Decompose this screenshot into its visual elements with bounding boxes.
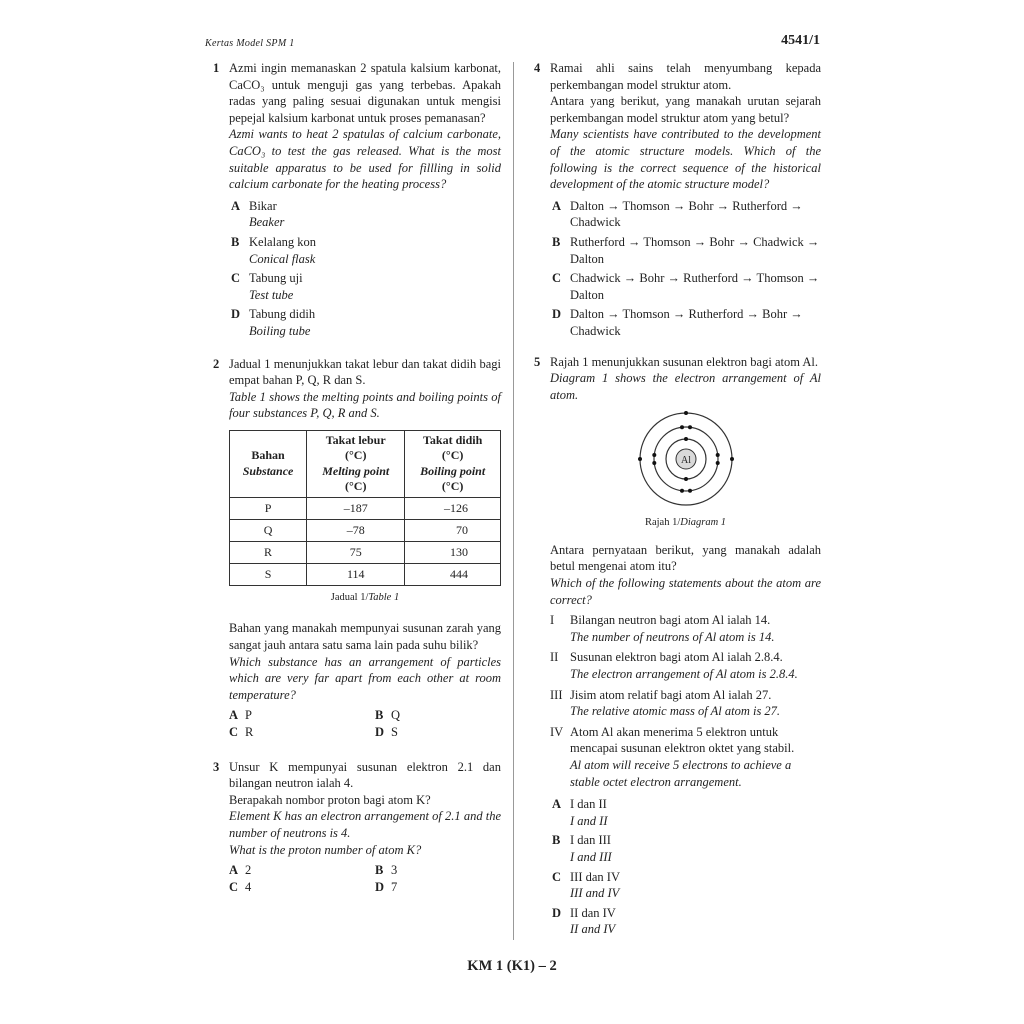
option-letter: C [231,271,241,286]
table-row: S 114 444 [230,563,501,585]
data-table [229,430,501,586]
question-1 [213,60,501,340]
question-stem-ms: Rajah 1 menunjukkan susunan elektron bagi atom Al. [550,354,819,369]
question-stem-ms: Azmi ingin memanaskan 2 spatula kalsium karbonat, CaCO₃ untuk menguji gas yang terbebas. Apakah radas yang paling sesuai digunakan untuk mengisi pepejal kalsium karbonat untuk proses pemanasan? [229,61,501,125]
question-ms: Antara pernyataan berikut, yang manakah adalah betul mengenai atom itu? [550,542,821,574]
option-b[interactable]: B Q [375,708,401,723]
electron [680,426,684,430]
option-text-en: Boiling tube [249,323,311,338]
option-d[interactable] [229,306,501,339]
table-row: R 75 130 [230,541,501,563]
option-text-en: Beaker [249,215,285,230]
option-c[interactable] [229,270,501,303]
option-d[interactable]: D 7 [375,879,398,894]
question-ms: Berapakah nombor proton bagi atom K? [229,792,431,807]
option-text-en: Conical flask [249,251,316,266]
header-left: Kertas Model SPM 1 [205,38,295,49]
electron [684,411,688,415]
electron [730,457,734,461]
nucleus-label: Al [680,455,691,467]
electron [684,437,688,441]
electron [638,457,642,461]
statement-ii: II Susunan elektron bagi atom Al ialah 2.8.4. The electron arrangement of Al atom is 2.8.4. [550,650,798,682]
table-row: P –187 –126 [230,497,501,519]
option-text-ms: Bikar [249,198,277,213]
option-text-en: Test tube [249,287,294,302]
question-en: Which of the following statements about the atom are correct? [550,576,821,607]
atom-diagram [636,409,736,509]
question-en: What is the proton number of atom K? [229,842,422,857]
question-ms: Bahan yang manakah mempunyai susunan zarah yang sangat jauh antara satu sama lain pada suhu bilik? [229,621,501,653]
option-letter: B [231,234,240,249]
option-d[interactable]: D II dan IV II and IV [552,905,616,937]
electron [652,453,656,457]
electron [715,461,719,465]
question-stem-ms: Unsur K mempunyai susunan elektron 2.1 dan bilangan neutron ialah 4. [229,759,501,791]
option-a[interactable]: A I dan II I and II [552,797,608,828]
question-3 [213,759,501,896]
left-column [213,60,501,895]
question-stem-en: Azmi wants to heat 2 spatulas of calcium carbonate, CaCO₃ to test the gas released. What is the most suitable apparatus to be used for fillling in solid calcium carbonate for the heating process? [229,127,501,192]
diagram-caption: Rajah 1/Diagram 1 [644,517,727,529]
option-b[interactable]: B I dan III I and III [552,833,612,864]
option-c[interactable]: C 4 [229,879,252,894]
question-number: 1 [213,61,220,75]
option-d[interactable]: D S [375,725,398,740]
question-stem-en: Many scientists have contributed to the development of the atomic structure models. Which of the following is the correct sequence of the historical development of the atomic structure model? [550,127,821,192]
option-b[interactable] [229,234,501,267]
electron [688,489,692,493]
question-stem-ms: Ramai ahli sains telah menyumbang kepada perkembangan model struktur atom. [550,61,821,92]
electron [652,461,656,465]
question-ms: Antara yang berikut, yang manakah urutan sejarah perkembangan model struktur atom yang betul? [550,94,821,125]
option-letter: D [231,307,241,322]
question-2 [213,356,501,741]
electron [715,453,719,457]
question-intro-en: Table 1 shows the melting points and boiling points of four substances P, Q, R and S. [229,389,501,421]
table-header-melting: Takat lebur (°C) Melting point (°C) [307,430,405,497]
option-a[interactable]: A Dalton → Thomson → Bohr → Rutherford → Chadwick [552,198,803,230]
question-number: 4 [534,61,541,75]
statement-iii: III Jisim atom relatif bagi atom Al ialah 27. The relative atomic mass of Al atom is 27. [550,687,781,719]
question-stem-en: Element K has an electron arrangement of 2.1 and the number of neutrons is 4. [229,809,501,840]
electron [680,489,684,493]
right-column [534,60,821,941]
option-text-ms: Tabung uji [249,271,303,286]
option-d[interactable]: D Dalton → Thomson → Rutherford → Bohr → Chadwick [552,307,803,338]
electron [684,477,688,481]
statement-iv: IV Atom Al akan menerima 5 elektron untuk mencapai susunan elektron oktet yang stabil. Al atom will receive 5 electrons to achieve a stable octet electron arrangement. [550,724,795,789]
question-4 [534,60,821,340]
question-number: 5 [534,354,541,369]
statement-i: I Bilangan neutron bagi atom Al ialah 14. The number of neutrons of Al atom is 14. [550,613,775,644]
question-stem-en: Diagram 1 shows the electron arrangement of Al atom. [550,371,821,402]
question-number: 2 [213,356,220,371]
question-en: Which substance has an arrangement of particles which are very far apart from each other at room temperature? [229,654,501,702]
option-a[interactable]: A P [229,708,252,723]
table-caption: Jadual 1/Table 1 [330,591,400,603]
table-header-substance: Bahan Substance [230,430,307,497]
option-a[interactable]: A 2 [229,863,252,878]
option-b[interactable]: B Rutherford → Thomson → Bohr → Chadwick → Dalton [552,234,820,266]
option-c[interactable]: C Chadwick → Bohr → Rutherford → Thomson → Dalton [552,271,820,302]
column-divider [513,62,514,940]
question-intro-ms: Jadual 1 menunjukkan takat lebur dan takat didih bagi empat bahan P, Q, R dan S. [229,356,501,388]
option-c[interactable]: C R [229,725,254,740]
table-row: Q –78 70 [230,519,501,541]
electron [688,426,692,430]
option-a[interactable] [229,198,501,231]
option-letter: A [231,198,241,213]
option-b[interactable]: B 3 [375,863,398,878]
paper-code: 4541/1 [781,33,820,48]
option-c[interactable]: C III dan IV III and IV [552,869,620,901]
question-number: 3 [213,759,220,774]
page-footer: KM 1 (K1) – 2 [467,958,557,974]
option-text-ms: Kelalang kon [249,234,316,249]
table-header-boiling: Takat didih (°C) Boiling point (°C) [405,430,501,497]
question-5 [534,354,821,938]
option-text-ms: Tabung didih [249,307,316,322]
